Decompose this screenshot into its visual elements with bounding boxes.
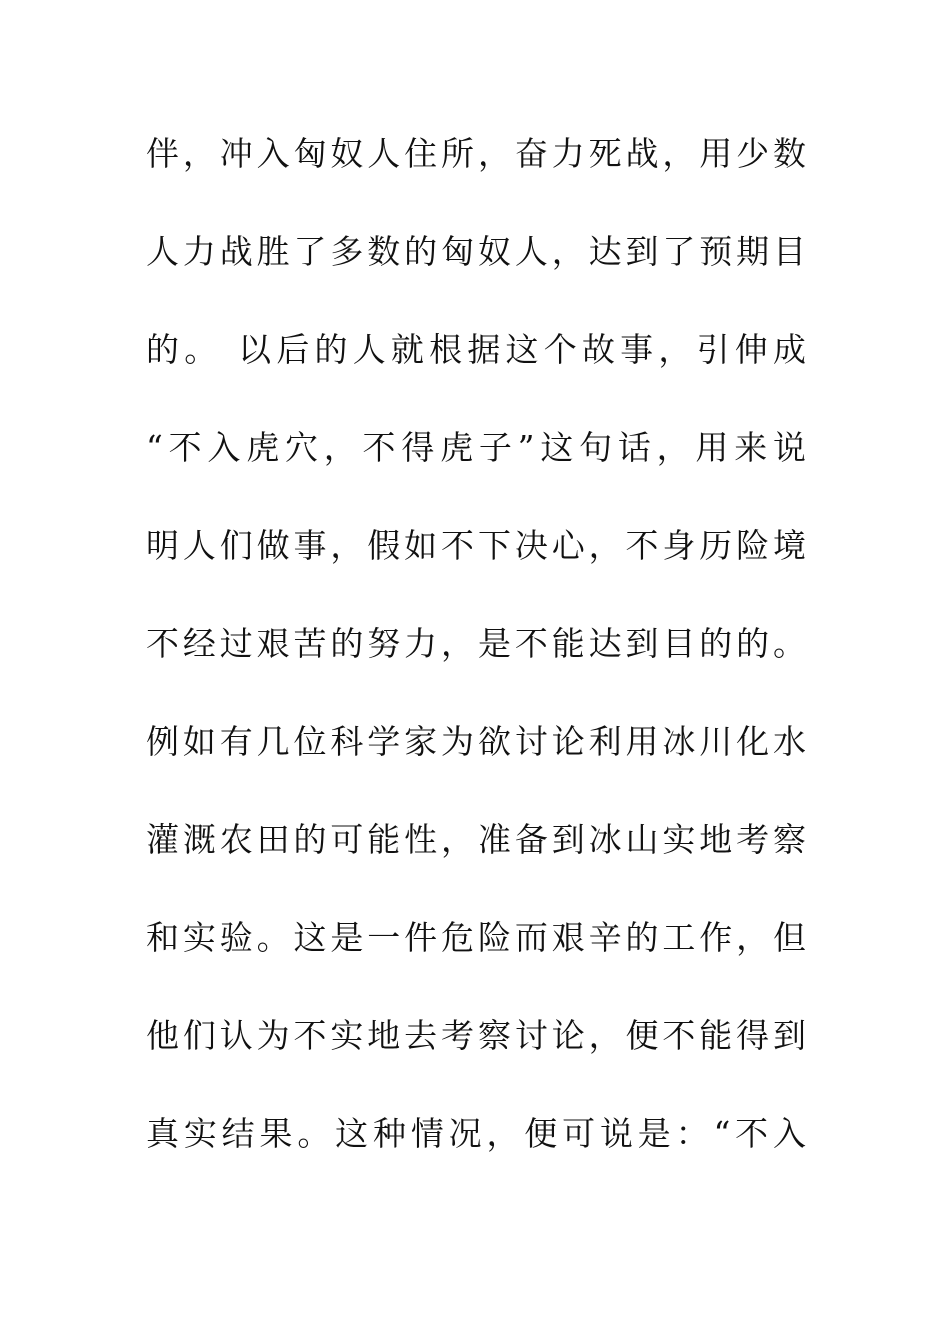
- text-line: 明人们做事，假如不下决心，不身历险境: [146, 526, 806, 565]
- text-line: 真实结果。这种情况，便可说是：“不入: [146, 1114, 806, 1153]
- text-line: 他们认为不实地去考察讨论，便不能得到: [146, 1016, 806, 1055]
- text-line: 伴，冲入匈奴人住所，奋力死战，用少数: [146, 134, 806, 173]
- text-line: 例如有几位科学家为欲讨论利用冰川化水: [146, 722, 806, 761]
- text-line: 人力战胜了多数的匈奴人，达到了预期目: [146, 232, 806, 271]
- text-line: 和实验。这是一件危险而艰辛的工作，但: [146, 918, 806, 957]
- text-line: “不入虎穴，不得虎子”这句话，用来说: [146, 428, 806, 467]
- body-text: [146, 124, 806, 1202]
- text-line: 灌溉农田的可能性，准备到冰山实地考察: [146, 820, 806, 859]
- text-line: 的。 以后的人就根据这个故事，引伸成: [146, 330, 806, 369]
- text-line: 不经过艰苦的努力，是不能达到目的的。: [146, 624, 806, 663]
